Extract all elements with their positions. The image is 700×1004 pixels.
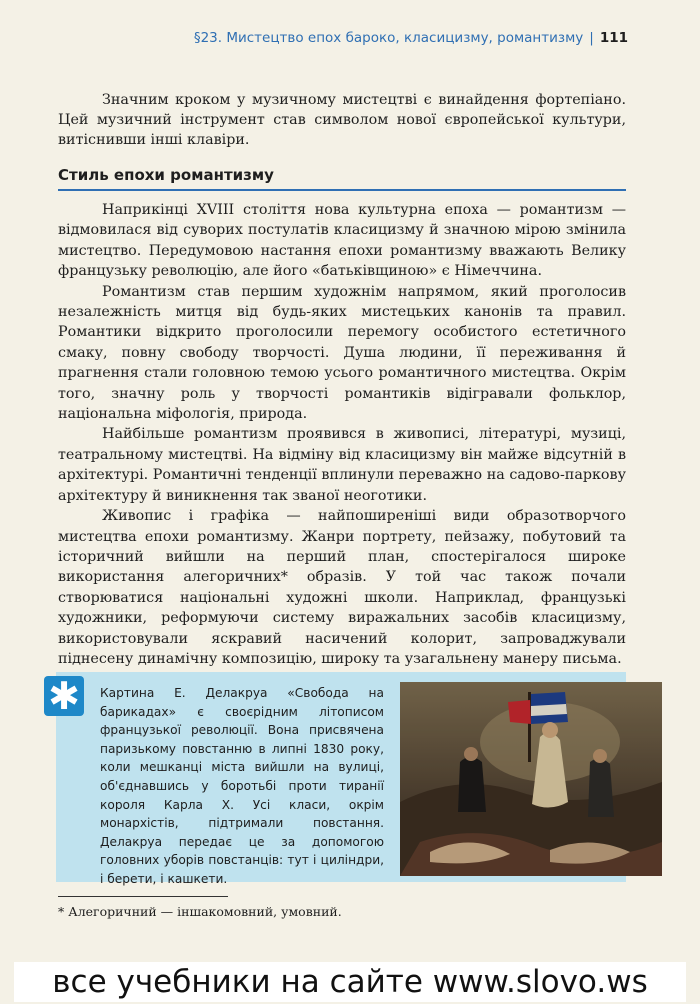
page-number: 111 bbox=[599, 30, 628, 46]
snowflake-icon: ✱ bbox=[44, 676, 84, 716]
info-box-text: Картина Е. Делакруа «Свобода на барикадах» є своєрідним літописом французької революції. Вона присвячена паризькому повстанню в липні 1830 року, коли мешканці міста вийшли на вулиці, об'єднавшись у боротьбі проти тиранії короля Карла X. Усі класи, окрім монархістів, підтримали повстання. Делакруа передає це за допомогою головних уборів повстанців: тут і циліндри, і берети, і кашкети. bbox=[100, 686, 384, 886]
paragraph: Найбільше романтизм проявився в живописі, літературі, музиці, театральному мистецтві. На відміну від класицизму він майже відсутній в архітектурі. Романтичні тенденції вплинули переважно на садово-паркову архітектуру й виникнення так званої неоготики. bbox=[58, 426, 626, 504]
painting-image bbox=[400, 682, 662, 876]
section-reference: §23. Мистецтво епох бароко, класицизму, романтизму bbox=[193, 30, 584, 46]
header-separator: | bbox=[589, 30, 594, 46]
running-header bbox=[194, 30, 628, 46]
paragraph: Наприкінці XVIII століття нова культурна епоха — романтизм — відмовилася від суворих постулатів класицизму й значною мірою змінила мистецтво. Передумовою настання епохи романтизму вважають Велику французьку революцію, але його «батьківщиною» є Німеччина. bbox=[58, 202, 626, 280]
intro-paragraph: Значним кроком у музичному мистецтві є винайдення фортепіано. Цей музичний інструмент став символом нової європейської культури, витіснивши інші клавіри. bbox=[58, 92, 626, 148]
paragraph: Живопис і графіка — найпоширеніші види образотворчого мистецтва епохи романтизму. Жанри портрету, пейзажу, побутовий та історичний вийшли на перший план, спостерігалося широке використання алегоричних* образів. У той час також почали створюватися національні художні школи. Наприклад, французькі художники, реформуючи систему виражальних засобів класицизму, використовували яскравий насичений колорит, запроваджували піднесену динамічну композицію, широку та узагальнену манеру письма. bbox=[58, 508, 626, 667]
paragraph: Романтизм став першим художнім напрямом, який проголосив незалежність митця від будь-яких мистецьких канонів та правил. Романтики відкрито проголосили перемогу особистого естетичного смаку, повну свободу творчості. Душа людини, її переживання й прагнення стали головною темою усього романтичного мистецтва. Окрім того, значну роль у творчості романтиків відігравали фольклор, національна міфологія, природа. bbox=[58, 283, 626, 423]
footnote: * Алегоричний — іншакомовний, умовний. bbox=[58, 904, 342, 919]
painting-illustration bbox=[400, 682, 662, 876]
section-title: Стиль епохи романтизму bbox=[58, 166, 626, 191]
body-text bbox=[58, 200, 626, 669]
site-banner: все учебники на сайте www.slovo.ws bbox=[14, 962, 686, 1002]
footnote-divider bbox=[58, 896, 228, 897]
